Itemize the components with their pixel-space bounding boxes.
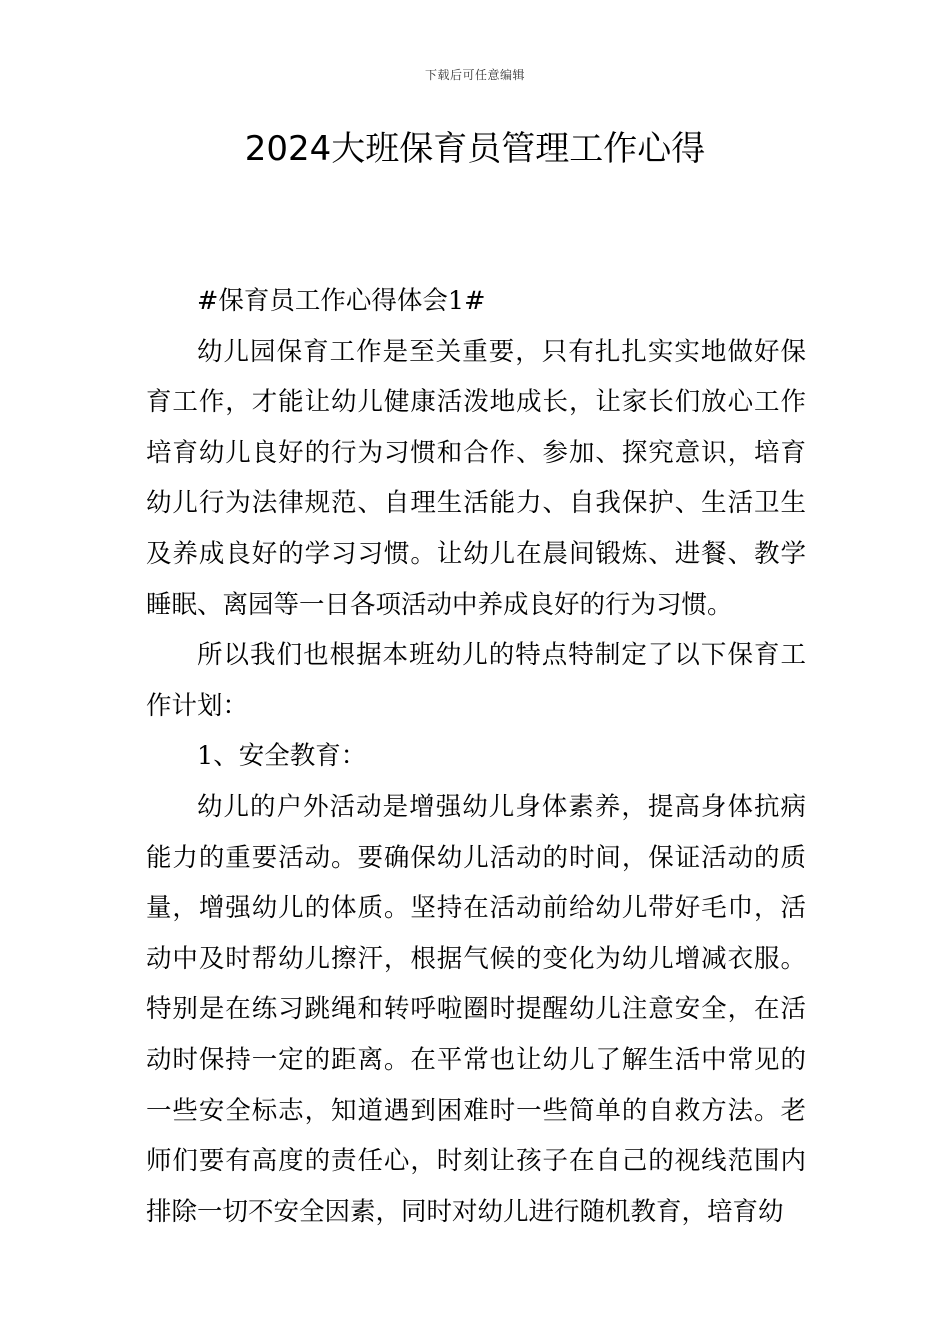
- header-note: 下载后可任意编辑: [424, 68, 525, 82]
- paragraph: 幼儿园保育工作是至关重要，只有扎扎实实地做好保育工作，才能让幼儿健康活泼地成长，让家长们放心工作培育幼儿良好的行为习惯和合作、参加、探究意识，培育幼儿行为法律规范、自理生活能力、自我保护、生活卫生及养成良好的学习习惯。让幼儿在晨间锻炼、进餐、教学睡眠、离园等一日各项活动中养成良好的行为习惯。: [146, 336, 806, 620]
- paragraph: 所以我们也根据本班幼儿的特点特制定了以下保育工作计划：: [146, 640, 806, 721]
- subsection-heading: 1、安全教育：: [197, 741, 367, 772]
- document-title: 2024大班保育员管理工作心得: [244, 129, 706, 169]
- paragraph: 幼儿的户外活动是增强幼儿身体素养，提高身体抗病能力的重要活动。要确保幼儿活动的时间，保证活动的质量，增强幼儿的体质。坚持在活动前给幼儿带好毛巾，活动中及时帮幼儿擦汗，根据气候的变化为幼儿增减衣服。特别是在练习跳绳和转呼啦圈时提醒幼儿注意安全，在活动时保持一定的距离。在平常也让幼儿了解生活中常见的一些安全标志，知道遇到困难时一些简单的自救方法。老师们要有高度的责任心，时刻让孩子在自己的视线范围内排除一切不安全因素，同时对幼儿进行随机教育，培育幼: [146, 791, 806, 1227]
- document-body: [146, 276, 806, 1237]
- section-heading: #保育员工作心得体会1#: [197, 286, 486, 316]
